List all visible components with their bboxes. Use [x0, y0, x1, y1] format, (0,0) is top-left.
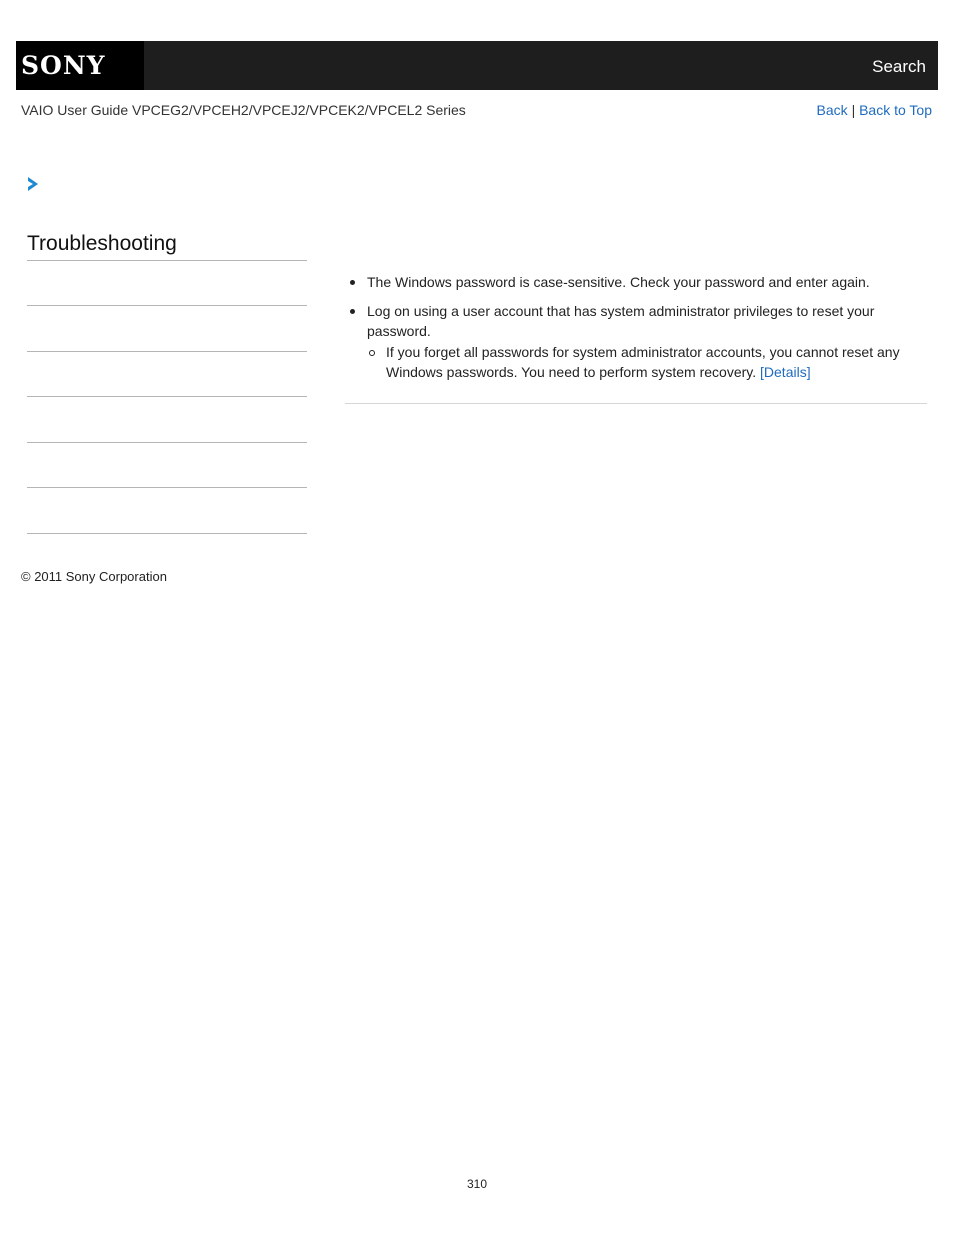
back-link[interactable]: Back [816, 102, 848, 118]
nav-links [817, 102, 932, 118]
sidebar-item[interactable] [27, 442, 307, 443]
sidebar-title: Troubleshooting [27, 232, 177, 255]
copyright: © 2011 Sony Corporation [21, 569, 167, 584]
nav-separator: | [851, 102, 856, 118]
sidebar-item[interactable] [27, 396, 307, 397]
list-item-text: The Windows password is case-sensitive. Check your password and enter again. [367, 274, 870, 290]
guide-title: VAIO User Guide VPCEG2/VPCEH2/VPCEJ2/VPCEK2/VPCEL2 Series [21, 102, 466, 118]
sub-list-item-text: If you forget all passwords for system administrator accounts, you cannot reset any Windows passwords. You need to perform system recovery. [386, 344, 900, 380]
sony-logo[interactable] [16, 41, 144, 90]
details-link[interactable]: [Details] [760, 364, 811, 380]
sidebar-divider [27, 260, 307, 261]
sidebar-item[interactable] [27, 351, 307, 352]
sidebar-item[interactable] [27, 305, 307, 306]
back-to-top-link[interactable]: Back to Top [859, 102, 932, 118]
list-item [345, 272, 927, 292]
bullet-dot [350, 309, 355, 314]
main-content [345, 272, 927, 391]
page-number: 310 [466, 1177, 488, 1191]
logo-text: SONY [21, 51, 106, 80]
chevron-right-icon [26, 176, 40, 197]
sub-list-item [367, 342, 927, 382]
list-item [345, 301, 927, 382]
header-bar [16, 41, 938, 90]
sidebar-item[interactable] [27, 533, 307, 534]
search-link[interactable]: Search [872, 57, 926, 76]
bullet-dot [350, 280, 355, 285]
content-divider [345, 403, 927, 404]
bullet-ring [369, 350, 375, 356]
sidebar-item[interactable] [27, 487, 307, 488]
list-item-text: Log on using a user account that has system administrator privileges to reset your password. [367, 303, 875, 339]
